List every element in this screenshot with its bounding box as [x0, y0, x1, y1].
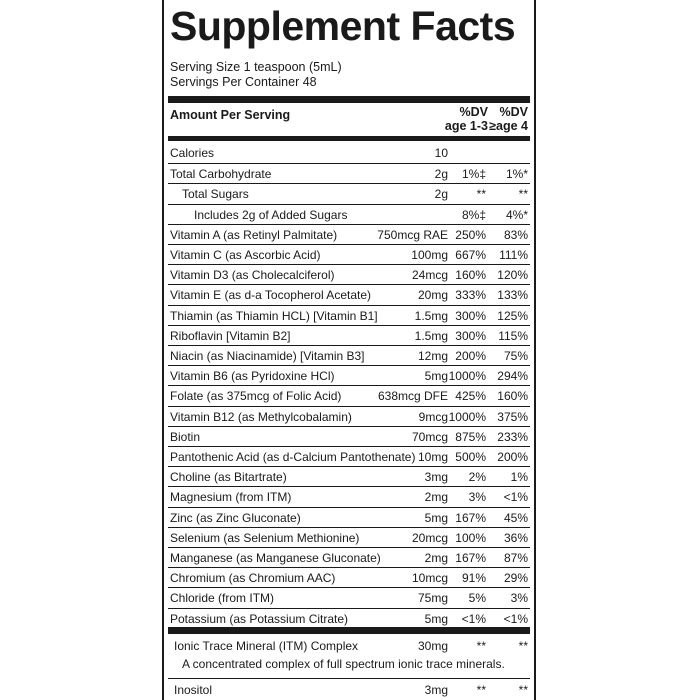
nutrient-dv-age-4: 125% [497, 308, 528, 323]
nutrient-dv-age-4: 233% [497, 429, 528, 444]
nutrient-name: Potassium (as Potassium Citrate) [170, 611, 349, 626]
nutrient-amount: 100mg [411, 248, 448, 262]
nutrient-name: Vitamin C (as Ascorbic Acid) [170, 248, 321, 262]
nutrient-row [168, 587, 530, 607]
amount-per-serving-header: Amount Per Serving [170, 108, 291, 122]
nutrient-dv-age-1-3: 160% [455, 268, 486, 283]
nutrient-amount: 12mg [417, 349, 448, 363]
nutrient-dv-age-1-3: 875% [455, 429, 486, 444]
nutrient-row [168, 305, 530, 325]
dv-header-age-4-line2: ≥age 4 [489, 119, 528, 133]
dv-header-age-1-3 [445, 105, 488, 133]
nutrient-dv-age-4: 1% [510, 470, 528, 485]
nutrient-dv-age-1-3: 500% [455, 450, 486, 464]
nutrient-name: Selenium (as Selenium Methionine) [170, 530, 360, 545]
nutrient-name: Biotin [170, 429, 201, 444]
servings-per-container: Servings Per Container 48 [170, 75, 317, 89]
nutrient-dv-age-1-3: 2% [468, 470, 486, 485]
nutrient-name: Pantothenic Acid (as d-Calcium Pantothenate) [170, 450, 416, 464]
nutrient-name: Vitamin A (as Retinyl Palmitate) [170, 227, 338, 242]
nutrient-dv-age-4: 45% [503, 510, 528, 525]
nutrient-dv-age-4: ** [518, 187, 528, 202]
nutrient-amount: 750mcg RAE [377, 227, 448, 242]
nutrient-name: Niacin (as Niacinamide) [Vitamin B3] [170, 349, 365, 363]
nutrient-dv-age-4: 87% [503, 551, 528, 565]
inositol-dv1: ** [476, 683, 486, 697]
nutrient-row [168, 183, 530, 203]
nutrient-amount: 2mg [424, 551, 448, 565]
nutrient-amount: 1.5mg [414, 328, 448, 343]
nutrient-row [168, 163, 530, 183]
nutrient-amount: 5mg [424, 369, 448, 384]
nutrient-dv-age-4: 75% [503, 349, 528, 363]
nutrient-row [168, 204, 530, 224]
nutrient-name: Vitamin B12 (as Methylcobalamin) [170, 409, 352, 424]
nutrient-amount: 1.5mg [414, 308, 448, 323]
nutrient-row [168, 507, 530, 527]
itm-complex-row [168, 634, 530, 678]
nutrient-amount: 2g [434, 187, 448, 202]
dv-header-age-4-line1: %DV [499, 105, 528, 119]
thick-divider-header [168, 136, 530, 141]
thick-divider-top [168, 96, 530, 103]
nutrient-amount: 20mg [417, 288, 448, 303]
nutrient-dv-age-1-3: 250% [455, 227, 486, 242]
nutrient-name: Chromium (as Chromium AAC) [170, 571, 336, 586]
nutrient-row [168, 608, 530, 628]
dv-header-age-4 [489, 105, 528, 133]
nutrient-row [168, 365, 530, 385]
inositol-row [168, 679, 530, 700]
nutrient-row [168, 143, 530, 163]
nutrient-dv-age-1-3: 1%‡ [461, 167, 486, 182]
nutrient-dv-age-4: 1%* [505, 167, 528, 182]
nutrient-row [168, 527, 530, 547]
itm-complex-amount: 30mg [417, 639, 448, 653]
nutrient-amount: 5mg [424, 510, 448, 525]
nutrient-dv-age-4: <1% [503, 611, 528, 626]
nutrient-row [168, 284, 530, 304]
nutrient-amount: 9mcg [418, 409, 448, 424]
nutrient-dv-age-1-3: 3% [468, 490, 486, 505]
nutrient-amount: 3mg [424, 470, 448, 485]
nutrient-amount: 75mg [417, 591, 448, 606]
nutrient-row [168, 547, 530, 567]
thick-divider-bottom [168, 627, 530, 634]
nutrient-dv-age-1-3: 167% [455, 510, 486, 525]
nutrient-name: Vitamin E (as d-a Tocopherol Acetate) [170, 288, 371, 303]
nutrient-dv-age-1-3: 200% [455, 349, 486, 363]
panel-title: Supplement Facts [170, 3, 516, 49]
nutrient-dv-age-4: 133% [497, 288, 528, 303]
inositol-amount: 3mg [424, 683, 448, 697]
nutrient-amount: 70mcg [411, 429, 448, 444]
nutrient-row [168, 385, 530, 405]
nutrient-amount: 24mcg [411, 268, 448, 283]
nutrient-row [168, 264, 530, 284]
itm-complex-dv2: ** [518, 639, 528, 653]
nutrient-amount: 10 [434, 146, 448, 160]
nutrient-dv-age-4: 36% [503, 530, 528, 545]
nutrient-name: Total Sugars [182, 187, 249, 202]
nutrient-amount: 2mg [424, 490, 448, 505]
nutrient-name: Calories [170, 146, 215, 160]
nutrient-dv-age-4: 375% [497, 409, 528, 424]
dv-header-age-1-3-line1: %DV [459, 105, 488, 119]
nutrient-row [168, 345, 530, 365]
nutrient-dv-age-4: 294% [497, 369, 528, 384]
nutrient-dv-age-4: 4%* [505, 207, 528, 222]
nutrient-row [168, 466, 530, 486]
nutrient-row [168, 486, 530, 506]
nutrient-row [168, 325, 530, 345]
nutrient-dv-age-4: 3% [510, 591, 528, 606]
nutrient-name: Manganese (as Manganese Gluconate) [170, 551, 381, 565]
nutrient-dv-age-4: 83% [503, 227, 528, 242]
nutrient-dv-age-1-3: 100% [455, 530, 486, 545]
nutrient-dv-age-1-3: ** [476, 187, 486, 202]
nutrient-row [168, 567, 530, 587]
nutrient-name: Riboflavin [Vitamin B2] [170, 328, 291, 343]
nutrient-amount: 2g [434, 167, 448, 182]
nutrient-dv-age-4: 115% [498, 328, 528, 343]
nutrient-dv-age-1-3: 167% [455, 551, 486, 565]
nutrient-dv-age-1-3: 91% [461, 571, 486, 586]
nutrient-amount: 10mcg [411, 571, 448, 586]
nutrient-row [168, 446, 530, 466]
nutrient-name: Thiamin (as Thiamin HCL) [Vitamin B1] [170, 308, 378, 323]
inositol-name: Inositol [174, 683, 213, 697]
nutrient-name: Total Carbohydrate [170, 167, 272, 182]
nutrient-amount: 638mcg DFE [377, 389, 448, 404]
nutrient-row [168, 406, 530, 426]
nutrient-amount: 5mg [424, 611, 448, 626]
nutrient-dv-age-1-3: 300% [455, 328, 486, 343]
nutrient-dv-age-1-3: 1000% [448, 409, 486, 424]
nutrient-dv-age-4: 200% [497, 450, 528, 464]
nutrient-dv-age-4: 160% [497, 389, 528, 404]
nutrient-dv-age-1-3: 425% [455, 389, 486, 404]
nutrient-name: Folate (as 375mcg of Folic Acid) [170, 389, 342, 404]
dv-header-age-1-3-line2: age 1-3 [444, 119, 488, 133]
nutrient-row [168, 224, 530, 244]
inositol-dv2: ** [518, 683, 528, 697]
nutrient-name: Vitamin B6 (as Pyridoxine HCl) [170, 369, 335, 384]
nutrient-dv-age-4: <1% [503, 490, 528, 505]
nutrient-row [168, 426, 530, 446]
nutrient-name: Choline (as Bitartrate) [170, 470, 287, 485]
serving-size: Serving Size 1 teaspoon (5mL) [170, 60, 342, 74]
nutrient-dv-age-1-3: 5% [468, 591, 486, 606]
supplement-facts-panel [162, 0, 536, 700]
nutrient-row [168, 244, 530, 264]
nutrient-dv-age-4: 120% [497, 268, 528, 283]
nutrient-name: Zinc (as Zinc Gluconate) [170, 510, 301, 525]
nutrient-name: Includes 2g of Added Sugars [194, 207, 348, 222]
nutrient-dv-age-4: 111% [499, 248, 528, 262]
nutrient-dv-age-1-3: 667% [455, 248, 486, 262]
nutrient-name: Vitamin D3 (as Cholecalciferol) [170, 268, 335, 283]
nutrient-dv-age-1-3: 300% [455, 308, 486, 323]
nutrient-amount: 20mcg [411, 530, 448, 545]
nutrient-dv-age-1-3: 333% [455, 288, 486, 303]
itm-complex-name: Ionic Trace Mineral (ITM) Complex [174, 639, 359, 653]
nutrient-name: Chloride (from ITM) [170, 591, 275, 606]
itm-complex-note: A concentrated complex of full spectrum ionic trace minerals. [182, 657, 505, 671]
itm-complex-dv1: ** [476, 639, 486, 653]
nutrient-dv-age-1-3: 8%‡ [461, 207, 486, 222]
nutrient-dv-age-1-3: 1000% [448, 369, 486, 384]
nutrient-name: Magnesium (from ITM) [170, 490, 292, 505]
nutrient-dv-age-1-3: <1% [461, 611, 486, 626]
nutrient-dv-age-4: 29% [503, 571, 528, 586]
nutrient-amount: 10mg [417, 450, 448, 464]
